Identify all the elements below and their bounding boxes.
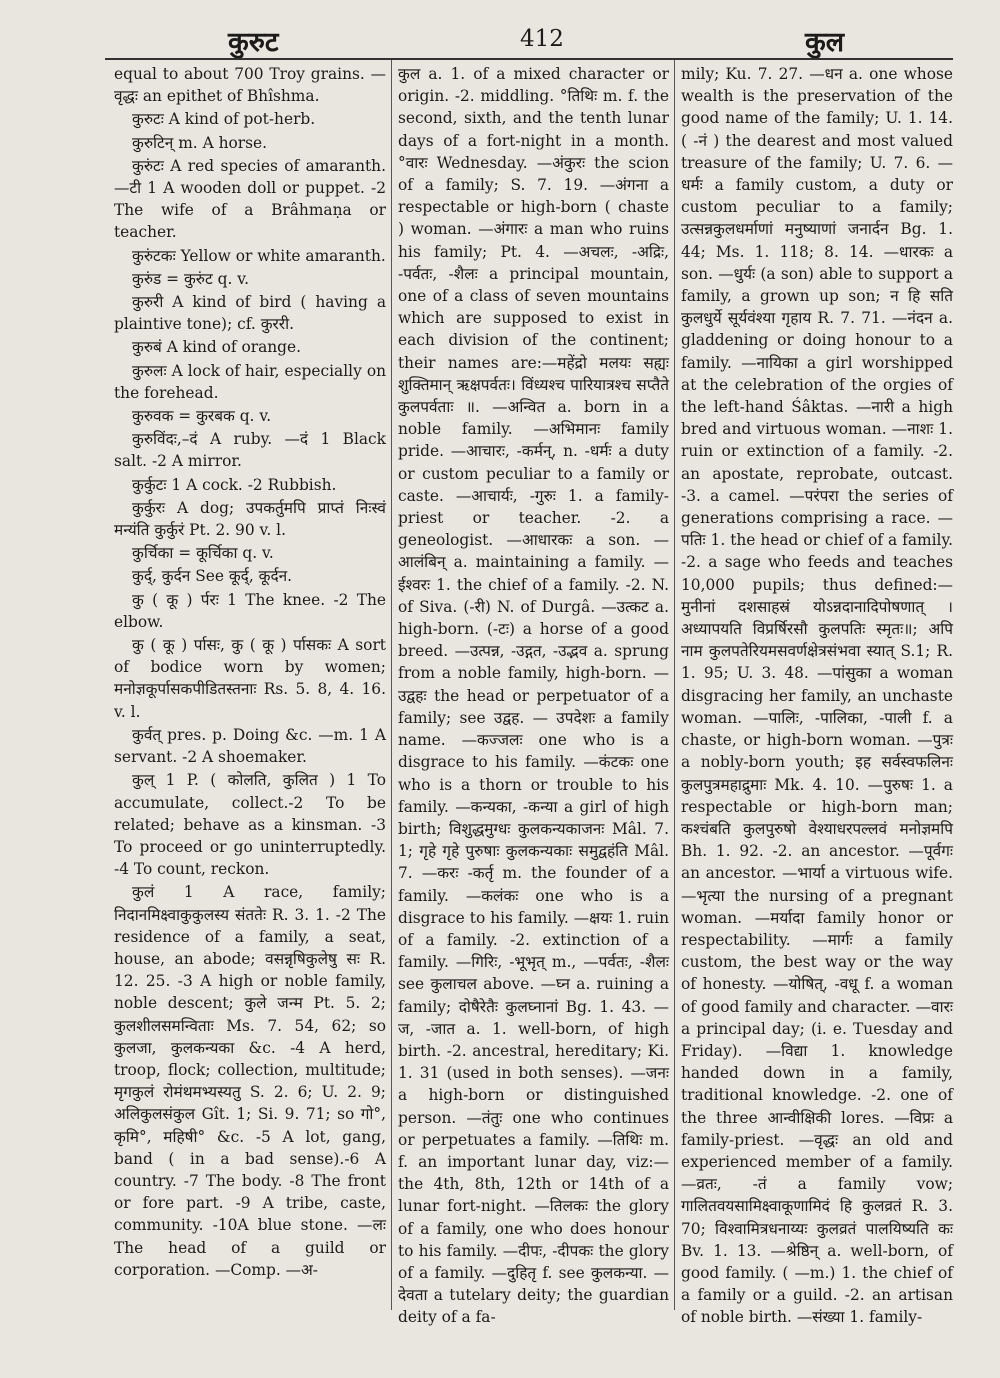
left-guide-word: कुरुट bbox=[228, 27, 279, 58]
right-guide-word: कुल bbox=[805, 27, 845, 58]
column-1 bbox=[114, 63, 386, 1308]
column-divider bbox=[674, 60, 675, 1310]
dictionary-entry: कुरुलः A lock of hair, especially on the forehead. bbox=[114, 361, 386, 402]
dictionary-entry: कुर्कुरः A dog; उपकर्तुमपि प्राप्तं निःस्वं मन्यंति कुर्कुरं Pt. 2. 90 v. l. bbox=[114, 498, 386, 540]
column-3 bbox=[681, 63, 953, 1327]
dictionary-entry: कुरुरी A kind of bird ( having a plaintive tone); cf. कुररी. bbox=[114, 293, 386, 334]
dictionary-entry: कुरुंटकः Yellow or white amaranth. bbox=[132, 246, 386, 265]
dictionary-entry: कुलं 1 A race, family; निदानमिक्ष्वाकुकुलस्य संततेः R. 3. 1. -2 The residence of a family, a seat, house, an abode; वसन्नृषिकुलेषु सः R. 12. 25. -3 A high or noble family, noble descent; कुले जन्म Pt. 5. 2; कुलशीलसमन्विताः Ms. 7. 54, 62; so कुलजा, कुलकन्यका &c. -4 A herd, troop, flock; collection, multitude; मृगकुलं रोमंथमभ्यस्यतु S. 2. 6; U. 2. 9; अलिकुलसंकुल Gît. 1; Si. 9. 71; so गो°, कृमि°, महिषी° &c. -5 A lot, gang, band ( in a bad sense).-6 A country. -7 The body. -8 The front or fore part. -9 A tribe, caste, community. -10A blue stone. —लः The head of a guild or corporation. —Comp. —अ- bbox=[114, 883, 386, 1279]
dictionary-entry: कुल् 1 P. ( कोलति, कुलित ) 1 To accumulate, collect.-2 To be related; behave as a kinsman. -3 To proceed or go uninterruptedly. -4 To count, reckon. bbox=[114, 771, 386, 879]
column-2 bbox=[398, 63, 669, 1327]
column-divider bbox=[391, 60, 392, 1310]
dictionary-entry: equal to about 700 Troy grains. —वृद्धः an epithet of Bhîshma. bbox=[114, 65, 386, 106]
dictionary-entry: कुर्चिका = कूर्चिका q. v. bbox=[132, 544, 274, 563]
dictionary-entry: कु ( कू ) र्पासः, कु ( कू ) र्पासकः A sort of bodice worn by women; मनोज्ञकूर्पासकपीडितस्तनाः Rs. 5. 8, 4. 16. v. l. bbox=[114, 636, 386, 721]
header-rule bbox=[105, 58, 953, 60]
page-number: 412 bbox=[520, 26, 564, 52]
dictionary-entry: कुरुंड = कुरुंट q. v. bbox=[132, 269, 250, 288]
dictionary-entry: mily; Ku. 7. 27. —धन a. one whose wealth is the preservation of the good name of the family; U. 1. 14. ( -नं ) the dearest and most valued treasure of the family; U. 7. 6. —धर्मः a family custom, a duty or custom peculiar to a family; उत्सन्नकुलधर्माणां मनुष्याणां जनार्दन Bg. 1. 44; Ms. 1. 118; 8. 14. —धारकः a son. —धुर्यः (a son) able to support a family, a grown up son; न हि सति कुलधुर्ये सूर्यवंश्या गृहाय R. 7. 71. —नंदन a. gladdening or doing honour to a family. —नायिका a girl worshipped at the celebration of the orgies of the left-hand Śâktas. —नारी a high bred and virtuous woman. —नाशः 1. ruin or extinction of a family. -2. an apostate, reprobate, outcast. -3. a camel. —परंपरा the series of generations comprising a race. —पतिः 1. the head or chief of a family. -2. a sage who feeds and teaches 10,000 pupils; thus defined:— मुनीनां दशसाहस्रं योऽन्नदानादिपोषणात् । अध्यापयति विप्रर्षिरसौ कुलपतिः स्मृतः॥; अपि नाम कुलपतेरियमसवर्णक्षेत्रसंभवा स्यात् S.1; R. 1. 95; U. 3. 48. —पांसुका a woman disgracing her family, an unchaste woman. —पालिः, -पालिका, -पाली f. a chaste, or high-born woman. —पुत्रः a nobly-born youth; इह सर्वस्वफलिनः कुलपुत्रमहाद्रुमाः Mk. 4. 10. —पुरुषः 1. a respectable or high-born man; कश्चंबति कुलपुरुषो वेश्याधरपल्लवं मनोज्ञमपि Bh. 1. 92. -2. an ancestor. —पूर्वगः an ancestor. —भार्या a virtuous wife. —भृत्या the nursing of a pregnant woman. —मर्यादा family honor or respectability. —मार्गः a family custom, the best way or the way of honesty. —योषित्, -वधू f. a woman of good family and character. —वारः a principal day; (i. e. Tuesday and Friday). —विद्या 1. knowledge handed down in a family, traditional knowledge. -2. one of the three आन्वीक्षिकी lores. —विप्रः a family-priest. —वृद्धः an old and experienced member of a family. —व्रतः, -तं a family vow; गालितवयसामिक्ष्वाकूणामिदं हि कुलव्रतं R. 3. 70; विश्वामित्रधनाय्यः कुलव्रतं पालयिष्यति कः Bv. 1. 13. —श्रेष्ठिन् a. well-born, of good family. ( —m.) 1. the chief of a family or a guild. -2. an artisan of noble birth. —संख्या 1. family- bbox=[681, 65, 953, 1327]
dictionary-entry: कुरुटिन् m. A horse. bbox=[132, 133, 268, 152]
dictionary-entry: कुरुंटः A red species of amaranth. —टी 1 A wooden doll or puppet. -2 The wife of a Brâhmaṇa or teacher. bbox=[114, 156, 386, 242]
dictionary-entry: कुरुविंदः,–दं A ruby. —दं 1 Black salt. -2 A mirror. bbox=[114, 430, 386, 471]
dictionary-entry: कुर्द्, कुर्दन See कूर्द्, कूर्दन. bbox=[132, 567, 293, 586]
dictionary-entry: कुर्वत् pres. p. Doing &c. —m. 1 A servant. -2 A shoemaker. bbox=[114, 725, 386, 767]
dictionary-entry: कुल a. 1. of a mixed character or origin. -2. middling. °तिथिः m. f. the second, sixth, and the tenth lunar days of a fort-night in a month. °वारः Wednesday. —अंकुरः the scion of a family; S. 7. 19. —अंगना a respectable or high-born ( chaste ) woman. —अंगारः a man who ruins his family; Pt. 4. —अचलः, -अद्रिः, -पर्वतः, -शैलः a principal mountain, one of a class of seven mountains which are supposed to exist in each division of the continent; their names are:—महेंद्रो मलयः सह्यः शुक्तिमान् ऋक्षपर्वतः। विंध्यश्च पारियात्रश्च सप्तैते कुलपर्वताः ॥. —अन्वित a. born in a noble family. —अभिमानः family pride. —आचारः, -कर्मन्, n. -धर्मः a duty or custom peculiar to a family or caste. —आचार्यः, -गुरुः 1. a family-priest or teacher. -2. a geneologist. —आधारकः a son. —आलंबिन् a. maintaining a family. —ईश्वरः 1. the chief of a family. -2. N. of Siva. (-री) N. of Durgâ. —उत्कट a. high-born. (-टः) a horse of a good breed. —उत्पन्न, -उद्गत, -उद्भव a. sprung from a noble family, high-born. —उद्वहः the head or perpetuator of a family; see उद्वह. — उपदेशः a family name. —कज्जलः one who is a disgrace to his family. —कंटकः one who is a thorn or trouble to his family. —कन्यका, -कन्या a girl of high birth; विशुद्धमुग्धः कुलकन्यकाजनः Mâl. 7. 1; गृहे गृहे पुरुषाः कुलकन्यकाः समुद्वहंति Mâl. 7. —करः -कर्तृ m. the founder of a family. —कलंकः one who is a disgrace to his family. —क्षयः 1. ruin of a family. -2. extinction of a family. —गिरिः, -भूभृत् m., —पर्वतः, -शैलः see कुलाचल above. —घ्न a. ruining a family; दोषैरेतैः कुलघ्नानां Bg. 1. 43. —ज, -जात a. 1. well-born, of high birth. -2. ancestral, hereditary; Ki. 1. 31 (used in both senses). —जनः a high-born or distinguished person. —तंतुः one who continues or perpetuates a family. —तिथिः m. f. an important lunar day, viz:— the 4th, 8th, 12th or 14th of a lunar fort-night. —तिलकः the glory of a family, one who does honour to his family. —दीपः, -दीपकः the glory of a family. —दुहितृ f. see कुलकन्या. —देवता a tutelary deity; the guardian deity of a fa- bbox=[398, 65, 669, 1327]
dictionary-entry: कु ( कू ) र्परः 1 The knee. -2 The elbow. bbox=[114, 590, 386, 631]
dictionary-entry: कुरुबं A kind of orange. bbox=[132, 338, 302, 357]
dictionary-entry: कुरुटः A kind of pot-herb. bbox=[132, 110, 316, 129]
dictionary-entry: कुर्कुटः 1 A cock. -2 Rubbish. bbox=[132, 475, 337, 494]
dictionary-entry: कुरुवक = कुरबक q. v. bbox=[132, 407, 272, 426]
